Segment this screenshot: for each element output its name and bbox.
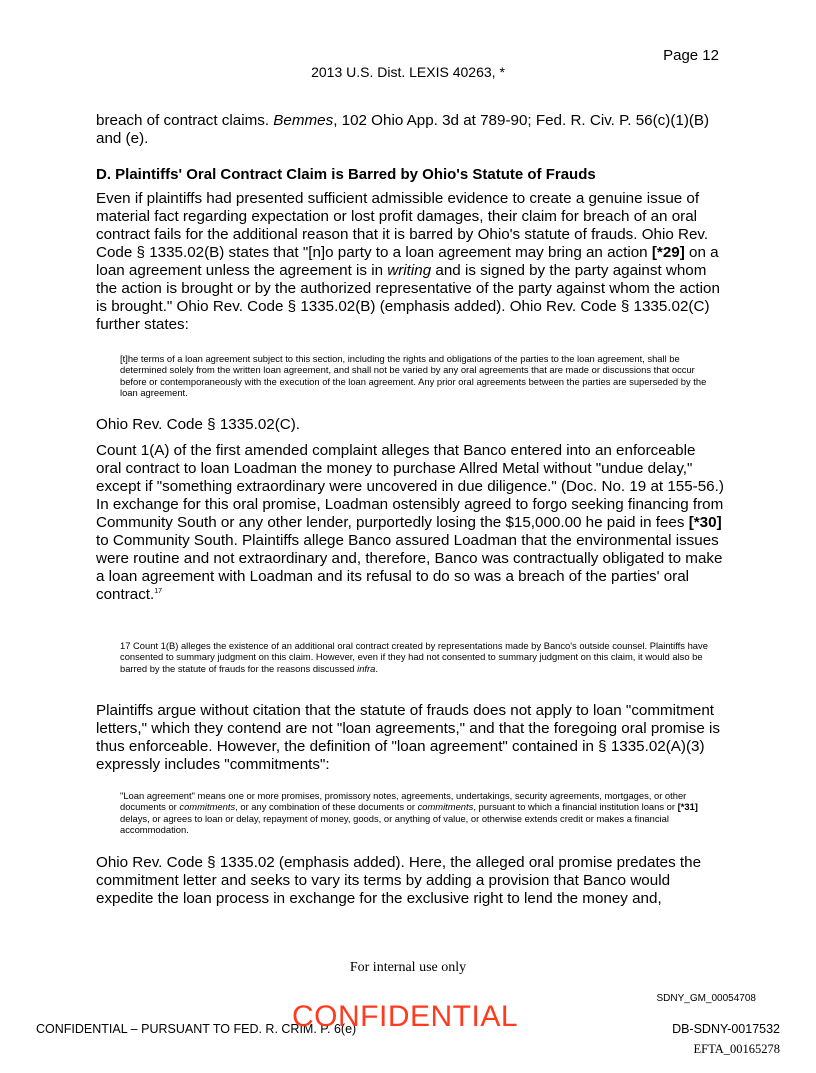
p2-text-c: and is signed by the party against whom the action is brought or by the authorized representative of the party against whom the action is brought." Ohio Rev. Code § 1335.02(B) (emphasis added). Ohio Rev. Code § 1335.02(C) further states: — [96, 262, 720, 333]
footnote-text-b: . — [375, 662, 378, 674]
q2-text-d: delays, or agrees to loan or delay, repayment of money, goods, or anything of value, or otherwise extends credit or makes a financial accommodation. — [120, 812, 669, 836]
paragraph-5: Ohio Rev. Code § 1335.02 (emphasis added). Here, the alleged oral promise predates the commitment letter and seeks to vary its terms by adding a provision that Banco would expedite the loan process in exchange for the exclusive right to lend the money and, — [96, 854, 702, 907]
q2-emphasis-1: commitments — [179, 801, 236, 813]
footnote-ref-17: 17 — [154, 587, 163, 595]
paragraph-2 — [96, 190, 724, 334]
bates-gm-number: SDNY_GM_00054708 — [656, 993, 756, 1004]
pin-cite-30: [*30] — [688, 514, 722, 531]
p3-text-b: to Community South. Plaintiffs allege Banco assured Loadman that the environmental issues were routine and not extraordinary and, therefore, Banco was contractually obligated to make a loan agreement with Loadman and its refusal to do so was a breach of the parties' oral contract. — [96, 532, 723, 603]
pin-cite-29: [*29] — [651, 244, 685, 261]
paragraph-1 — [96, 112, 724, 148]
footnote-text-a: 17 Count 1(B) alleges the existence of an additional oral contract created by representations made by Banco's outside counsel. Plaintiffs have consented to summary judgment on this claim. However, even if they had not consented to summary judgment on this claim, it would also be barred by the statute of frauds for the reasons discussed — [120, 640, 708, 674]
confidential-notice: CONFIDENTIAL – PURSUANT TO FED. R. CRIM. P. 6(e) — [36, 1022, 357, 1036]
paragraph-4: Plaintiffs argue without citation that the statute of frauds does not apply to loan "commitment letters," which they contend are not "loan agreements," and that the foregoing oral promise is thus enforceable. However, the definition of "loan agreement" contained in § 1335.02(A)(3) expressly includes "commitments": — [96, 702, 721, 773]
block-quote-1: [t]he terms of a loan agreement subject to this section, including the rights and obligations of the parties to the loan agreement, shall be determined solely from the written loan agreement, and shall not be varied by any oral agreements that are made or discussions that occur before or contemporaneously with the execution of the loan agreement. Any prior oral agreements between the parties are superseded by the loan agreement. — [120, 353, 707, 399]
q2-emphasis-2: commitments — [417, 801, 474, 813]
section-heading: D. Plaintiffs' Oral Contract Claim is Barred by Ohio's Statute of Frauds — [96, 166, 596, 183]
quote-1-citation: Ohio Rev. Code § 1335.02(C). — [96, 416, 301, 433]
paragraph-3 — [96, 442, 724, 604]
q2-text-c: , pursuant to which a financial institution loans or — [473, 801, 678, 813]
p2-text-b: on a loan agreement unless the agreement is in — [96, 244, 719, 279]
internal-use-note: For internal use only — [349, 960, 467, 975]
p1-text-b: , 102 Ohio App. 3d at 789-90; Fed. R. Civ. P. 56(c)(1)(B) and (e). — [96, 112, 710, 147]
efta-number: EFTA_00165278 — [693, 1042, 780, 1056]
p3-text-a: Count 1(A) of the first amended complaint alleges that Banco entered into an enforceable oral contract to loan Loadman the money to purchase Allred Metal without "undue delay," except if "something extraordinary were uncovered in due diligence." (Doc. No. 19 at 155-56.) In exchange for this oral promise, Loadman ostensibly agreed to forgo seeking financing from Community South or any other lender, purportedly losing the $15,000.00 he paid in fees — [96, 442, 724, 531]
pin-cite-31: [*31] — [677, 801, 698, 813]
p1-text-a: breach of contract claims. — [96, 112, 274, 129]
q2-text-b: , or any combination of these documents or — [235, 801, 418, 813]
running-header-citation: 2013 U.S. Dist. LEXIS 40263, * — [311, 64, 505, 80]
confidential-stamp: CONFIDENTIAL — [292, 1000, 519, 1033]
p1-case-name: Bemmes — [273, 112, 334, 129]
p2-emphasis: writing — [387, 262, 432, 279]
page-number: Page 12 — [663, 47, 719, 64]
footnote-emphasis: infra — [357, 662, 376, 674]
q2-text-a: "Loan agreement" means one or more promises, promissory notes, agreements, undertakings, security agreements, mortgages, or other documents or — [120, 790, 687, 813]
bates-db-number: DB-SDNY-0017532 — [672, 1022, 780, 1036]
block-quote-2 — [120, 790, 710, 836]
footnote-17 — [120, 640, 720, 674]
p2-text-a: Even if plaintiffs had presented sufficient admissible evidence to create a genuine issue of material fact regarding expectation or lost profit damages, their claim for breach of an oral contract fails for the additional reason that it is barred by Ohio's statute of frauds. Ohio Rev. Code § 1335.02(B) states that "[n]o party to a loan agreement may bring an action — [96, 190, 709, 261]
